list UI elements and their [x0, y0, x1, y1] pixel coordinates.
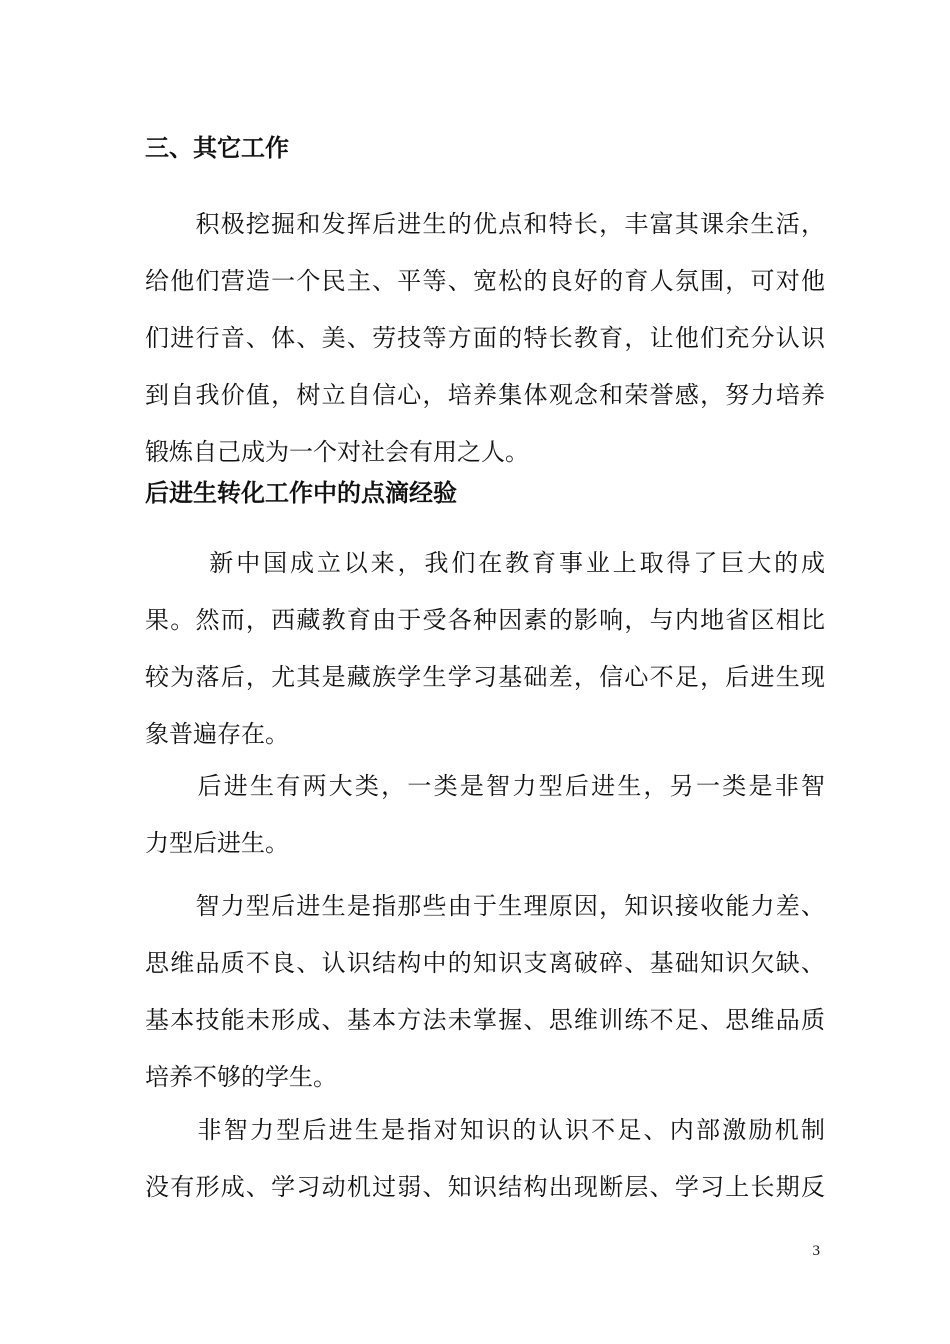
paragraph-line: 后进生有两大类，一类是智力型后进生，另一类是非智 — [145, 772, 825, 800]
paragraph-line: 培养不够的学生。 — [145, 1063, 337, 1091]
article-title: 后进生转化工作中的点滴经验 — [145, 478, 457, 507]
paragraph-line: 较为落后，尤其是藏族学生学习基础差，信心不足，后进生现 — [145, 663, 825, 691]
paragraph-line: 果。然而，西藏教育由于受各种因素的影响，与内地省区相比 — [145, 606, 825, 634]
paragraph-non-intellectual-type — [145, 1102, 825, 1216]
section-heading: 三、其它工作 — [145, 133, 289, 162]
paragraph-line: 新中国成立以来，我们在教育事业上取得了巨大的成 — [145, 549, 825, 577]
paragraph-intellectual-type — [145, 878, 825, 1106]
paragraph-two-types — [145, 758, 825, 872]
paragraph-line: 象普遍存在。 — [145, 720, 289, 748]
paragraph-line: 非智力型后进生是指对知识的认识不足、内部激励机制 — [145, 1116, 825, 1144]
paragraph-line: 给他们营造一个民主、平等、宽松的良好的育人氛围，可对他 — [145, 267, 825, 295]
paragraph-line: 锻炼自己成为一个对社会有用之人。 — [145, 438, 529, 466]
paragraph-strengths — [145, 196, 825, 481]
paragraph-line: 思维品质不良、认识结构中的知识支离破碎、基础知识欠缺、 — [145, 949, 825, 977]
page-number: 3 — [812, 1243, 820, 1259]
paragraph-line: 们进行音、体、美、劳技等方面的特长教育，让他们充分认识 — [145, 324, 825, 352]
paragraph-line: 到自我价值，树立自信心，培养集体观念和荣誉感，努力培养 — [145, 381, 825, 409]
paragraph-line: 没有形成、学习动机过弱、知识结构出现断层、学习上长期反 — [145, 1173, 825, 1201]
paragraph-introduction — [145, 535, 825, 763]
paragraph-line: 基本技能未形成、基本方法未掌握、思维训练不足、思维品质 — [145, 1006, 825, 1034]
paragraph-line: 积极挖掘和发挥后进生的优点和特长，丰富其课余生活， — [145, 210, 825, 238]
paragraph-line: 力型后进生。 — [145, 829, 289, 857]
paragraph-line: 智力型后进生是指那些由于生理原因，知识接收能力差、 — [145, 892, 825, 920]
